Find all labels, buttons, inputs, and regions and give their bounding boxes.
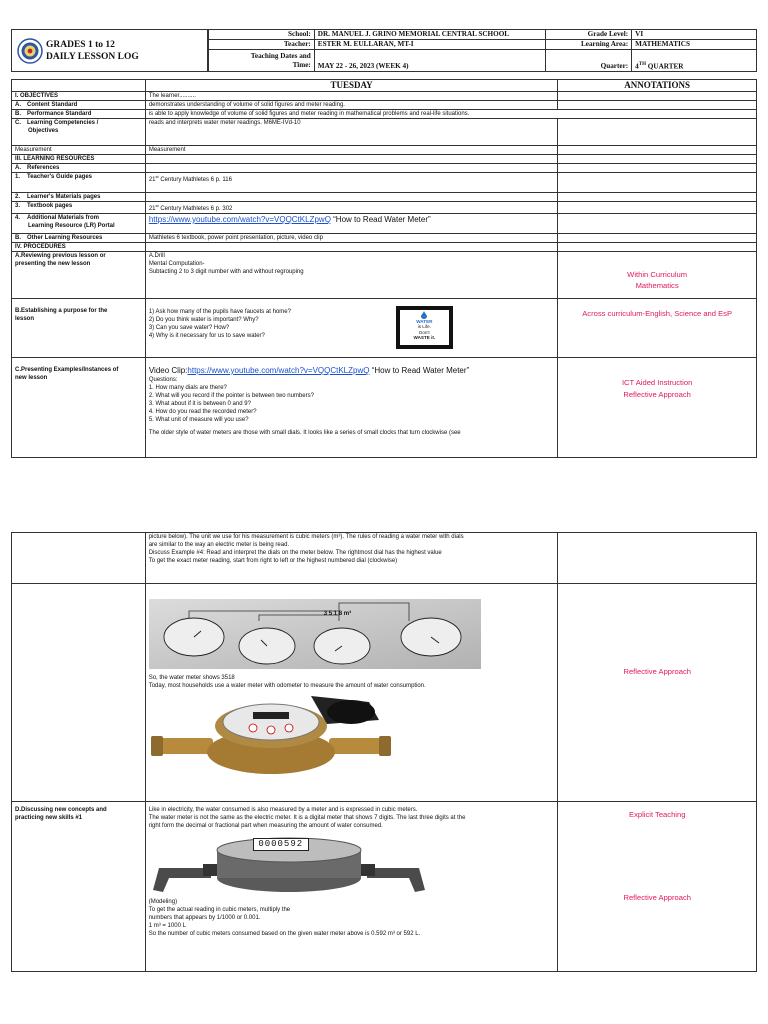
- odometer-water-meter-image: [151, 694, 391, 778]
- objectives-label: I. OBJECTIVES: [12, 92, 146, 101]
- dial-reading-label: 3 5 1 8 m³: [323, 611, 352, 617]
- lesson-table-page2: [11, 532, 757, 972]
- purpose-annotation: Across curriculum-English, Science and EsP: [558, 299, 757, 358]
- teacher-label: Teacher:: [209, 40, 315, 50]
- area-value: MATHEMATICS: [632, 40, 757, 50]
- day-header: TUESDAY: [145, 80, 557, 92]
- continued-content: picture below). The unit we use for his measurement is cubic meters (m³). The rules of reading a water meter with dials are similar to the way an electric meter is being read. Discuss Example #4: Read and interpret the dials on the meter below. The rightmost dial has the highest value To get the exact meter reading, start from right to left or the highest numbered dial (clockwise): [145, 533, 558, 584]
- save-water-image: WATER is Life. Don't WASTE it.: [396, 306, 453, 349]
- reviewing-annotation: Within Curriculum Mathematics: [558, 252, 757, 299]
- dates-label: Teaching Dates and Time:: [209, 50, 315, 72]
- water-drop-icon: [419, 311, 429, 319]
- additional-materials-label: 4. Additional Materials from Learning Resource (LR) Portal: [12, 214, 146, 234]
- measurement-label: Measurement: [12, 146, 146, 155]
- learning-competencies-label: C. Learning Competencies / Objectives: [12, 119, 146, 146]
- dial-annotation: Reflective Approach: [558, 584, 757, 802]
- measurement-value: Measurement: [145, 146, 557, 155]
- learners-materials-label: 2. Learner's Materials pages: [12, 193, 146, 202]
- meter-shows-text: So, the water meter shows 3518: [148, 675, 235, 681]
- purpose-content: 1) Ask how many of the pupils have faucets at home? 2) Do you think water is important? Why? 3) Can you save water? How? 4) Why is it necessary for us to save water? WATER is Life. Don't WASTE it.: [145, 299, 557, 358]
- quarter-label: Quarter:: [546, 50, 632, 72]
- discussing-content: Like in electricity, the water consumed is also measured by a meter and is expressed in cubic meters. The water meter is not the same as the electric meter. It is a digital meter that shows 7 digits. The last three digits at the right form the decimal or fractional part when measuring the amount of water consumed. 0000592 (Modeling) To get the actual reading in cubic meters, multiply the numbers that appears by 1/1000 or 0.001. 1 m³ = 1000 L So the number of cubic meters consumed based on the given water meter above is 0.592 m³ or 592 L.: [145, 802, 558, 972]
- objectives-value: The learner..........: [145, 92, 557, 101]
- dial-meter-content: [145, 584, 558, 802]
- purpose-label: B.Establishing a purpose for the lesson: [12, 299, 146, 358]
- dial-water-meter-image: [149, 599, 481, 669]
- performance-standard-label: B. Performance Standard: [12, 110, 146, 119]
- discussing-annotation: Explicit Teaching Reflective Approach: [558, 802, 757, 972]
- presenting-label: C.Presenting Examples/Instances of new lesson: [12, 358, 146, 458]
- teachers-guide-value: 21st Century Mathletes 6 p. 116: [145, 173, 557, 193]
- procedures-label: IV. PROCEDURES: [12, 243, 146, 252]
- content-standard-label: A. Content Standard: [12, 101, 146, 110]
- learning-resources-label: III. LEARNING RESOURCES: [12, 155, 146, 164]
- header-title-line2: DAILY LESSON LOG: [46, 52, 139, 62]
- presenting-content: Video Clip:https://www.youtube.com/watch?v=VQQCtKLZpwQ “How to Read Water Meter” Questions: 1. How many dials are there? 2. What will you record if the pointer is between two numbers? 3. What about if it is between 0 and 9? 4. How do you read the recorded meter? 5. What unit of measure will you use? The older style of water meters are those with small dials. It looks like a series of small clocks that turn clockwise (see: [145, 358, 557, 458]
- performance-standard-value: is able to apply knowledge of volume of solid figures and meter reading in mathematical problems and real-life situations.: [145, 110, 756, 119]
- presenting-annotation: ICT Aided Instruction Reflective Approach: [558, 358, 757, 458]
- video-clip-link[interactable]: https://www.youtube.com/watch?v=VQQCtKLZpwQ: [187, 366, 370, 375]
- teacher-value: ESTER M. EULLARAN, MT-I: [314, 40, 546, 50]
- content-standard-value: demonstrates understanding of volume of solid figures and meter reading.: [145, 101, 557, 110]
- grade-value: VI: [632, 30, 757, 40]
- header-title-line1: GRADES 1 to 12: [46, 40, 115, 50]
- school-label: School:: [209, 30, 315, 40]
- digital-counter-display: 0000592: [253, 838, 309, 851]
- other-resources-value: Mathletes 6 textbook, power point presentation, picture, video clip: [145, 234, 557, 243]
- quarter-value: 4TH QUARTER: [632, 50, 757, 72]
- header-info-table: [208, 29, 757, 72]
- households-text: Today, most households use a water meter with odometer to measure the amount of water consumption.: [148, 683, 426, 689]
- learning-competencies-value: reads and interprets water meter readings. M6ME-IVd-10: [145, 119, 557, 146]
- annotations-header: ANNOTATIONS: [558, 80, 757, 92]
- additional-materials-value: https://www.youtube.com/watch?v=VQQCtKLZpwQ “How to Read Water Meter”: [145, 214, 557, 234]
- reviewing-content: A.Drill Mental Computation- Subtacting 2 to 3 digit number with and without regrouping: [145, 252, 557, 299]
- video-link[interactable]: https://www.youtube.com/watch?v=VQQCtKLZpwQ: [148, 215, 331, 224]
- area-label: Learning Area:: [546, 40, 632, 50]
- lesson-table-page1: [11, 79, 757, 458]
- grade-label: Grade Level:: [546, 30, 632, 40]
- discussing-label: D.Discussing new concepts and practicing new skills #1: [12, 802, 146, 972]
- other-resources-label: B. Other Learning Resources: [12, 234, 146, 243]
- school-value: DR. MANUEL J. GRINO MEMORIAL CENTRAL SCHOOL: [314, 30, 546, 40]
- textbook-value: 21st Century Mathletes 6 p. 302: [145, 202, 557, 214]
- header-logo-block: [11, 29, 208, 72]
- deped-seal-icon: [17, 38, 43, 64]
- reviewing-label: A.Reviewing previous lesson or presenting the new lesson: [12, 252, 146, 299]
- teachers-guide-label: 1. Teacher's Guide pages: [12, 173, 146, 193]
- digital-water-meter-image: [149, 834, 429, 894]
- textbook-label: 3. Textbook pages: [12, 202, 146, 214]
- dates-value: MAY 22 - 26, 2023 (WEEK 4): [314, 50, 546, 72]
- references-label: A. References: [12, 164, 146, 173]
